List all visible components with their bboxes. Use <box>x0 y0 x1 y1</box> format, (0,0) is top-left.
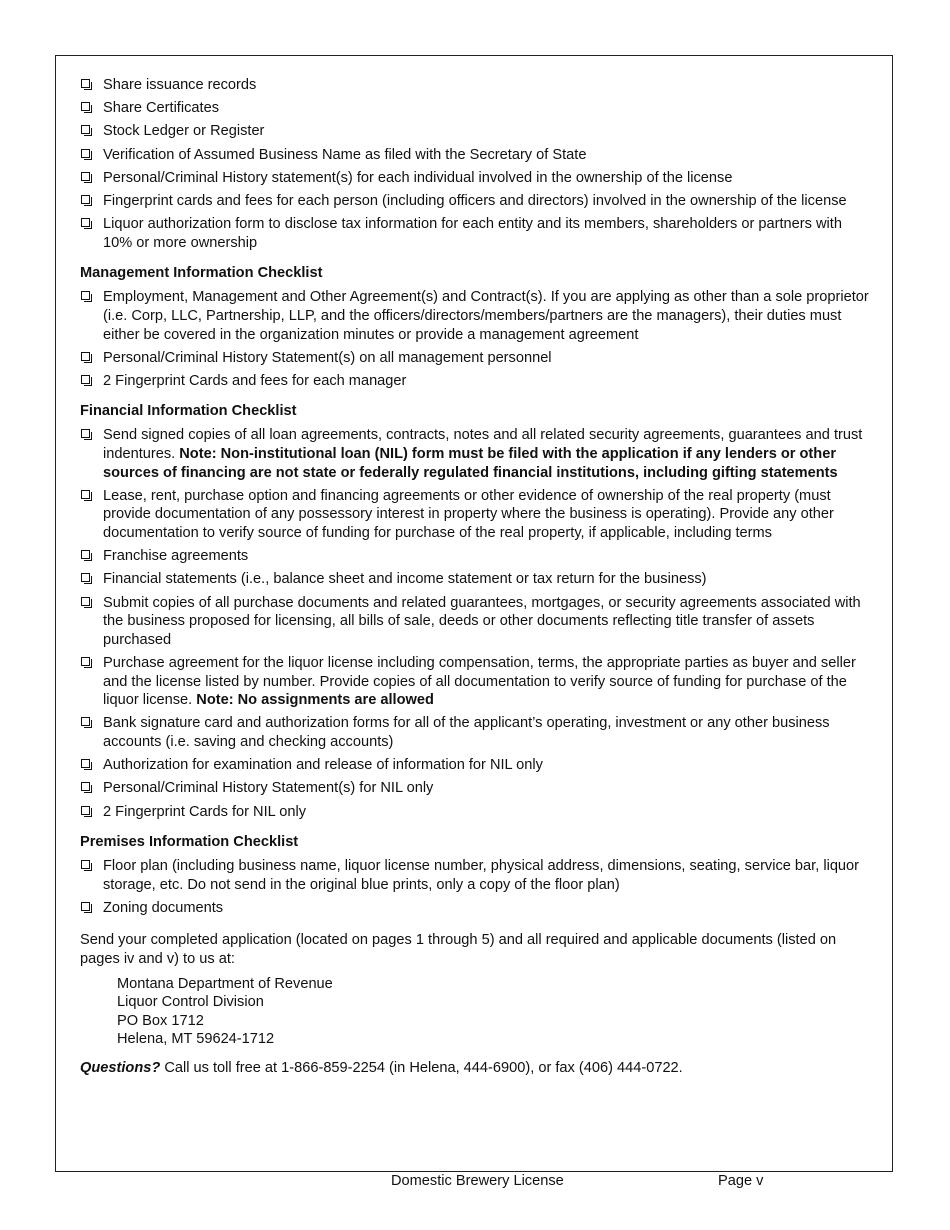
checkbox-icon[interactable] <box>81 352 90 361</box>
send-instructions: Send your completed application (located on pages 1 through 5) and all required and applicable documents (listed on pages iv and v) to us at: <box>80 932 837 968</box>
list-item: Financial statements (i.e., balance sheet and income statement or tax return for the business) <box>80 570 872 589</box>
checkbox-icon[interactable] <box>81 429 90 438</box>
address-line: PO Box 1712 <box>117 1012 204 1029</box>
list-item: Franchise agreements <box>80 547 872 566</box>
checkbox-icon[interactable] <box>81 102 90 111</box>
list-item: Liquor authorization form to disclose tax information for each entity and its members, shareholders or partners with 10% or more ownership <box>80 215 872 252</box>
ownership-checklist <box>80 76 872 252</box>
premises-checklist <box>80 857 872 917</box>
checkbox-icon[interactable] <box>81 172 90 181</box>
checkbox-icon[interactable] <box>81 218 90 227</box>
management-checklist <box>80 288 872 390</box>
list-item: Verification of Assumed Business Name as filed with the Secretary of State <box>80 146 872 165</box>
list-item: Stock Ledger or Register <box>80 122 872 141</box>
list-item: Employment, Management and Other Agreement(s) and Contract(s). If you are applying as other than a sole proprietor (i.e. Corp, LLC, Partnership, LLP, and the officers/directors/members/partners are the managers), their duties must either be covered in the organization minutes or provide a management agreement <box>80 288 872 344</box>
nil-note: Note: Non-institutional loan (NIL) form must be filed with the application if any lenders or other sources of financing are not state or federally regulated financial institutions, including gifting statements <box>103 446 838 481</box>
checkbox-icon[interactable] <box>81 902 90 911</box>
address-line: Liquor Control Division <box>117 994 264 1011</box>
address-line: Helena, MT 59624-1712 <box>117 1031 275 1048</box>
checkbox-icon[interactable] <box>81 550 90 559</box>
checkbox-icon[interactable] <box>81 195 90 204</box>
checkbox-icon[interactable] <box>81 125 90 134</box>
checkbox-icon[interactable] <box>81 657 90 666</box>
list-item: Share issuance records <box>80 76 872 95</box>
questions-label: Questions? <box>80 1060 161 1077</box>
checkbox-icon[interactable] <box>81 782 90 791</box>
list-item: Personal/Criminal History statement(s) for each individual involved in the ownership of the license <box>80 169 872 188</box>
list-item: Submit copies of all purchase documents and related guarantees, mortgages, or security agreements associated with the business proposed for licensing, all bills of sale, deeds or other documents reflecting title transfer of assets purchased <box>80 594 872 650</box>
list-item: Send signed copies of all loan agreements, contracts, notes and all related security agreements, guarantees and trust indentures. Note: Non-institutional loan (NIL) form must be filed with the application if any lenders or other sources of financing are not state or federally regulated financial institutions, including gifting statements <box>80 426 872 482</box>
assignment-note: Note: No assignments are allowed <box>196 692 434 709</box>
list-item: 2 Fingerprint Cards for NIL only <box>80 803 872 822</box>
checkbox-icon[interactable] <box>81 79 90 88</box>
checkbox-icon[interactable] <box>81 573 90 582</box>
questions-contact <box>80 1059 872 1078</box>
checkbox-icon[interactable] <box>81 149 90 158</box>
footer-page-number: Page v <box>718 1173 764 1189</box>
premises-heading: Premises Information Checklist <box>80 834 299 851</box>
list-item: Authorization for examination and release of information for NIL only <box>80 756 872 775</box>
list-item: Bank signature card and authorization forms for all of the applicant’s operating, investment or any other business accounts (i.e. saving and checking accounts) <box>80 714 872 751</box>
mailing-address <box>117 975 872 1049</box>
financial-checklist <box>80 426 872 821</box>
checkbox-icon[interactable] <box>81 759 90 768</box>
list-item: 2 Fingerprint Cards and fees for each manager <box>80 372 872 391</box>
list-item: Personal/Criminal History Statement(s) for NIL only <box>80 779 872 798</box>
checkbox-icon[interactable] <box>81 597 90 606</box>
list-item: Zoning documents <box>80 899 872 918</box>
list-item: Fingerprint cards and fees for each person (including officers and directors) involved in the ownership of the license <box>80 192 872 211</box>
list-item: Personal/Criminal History Statement(s) on all management personnel <box>80 349 872 368</box>
checkbox-icon[interactable] <box>81 375 90 384</box>
checkbox-icon[interactable] <box>81 291 90 300</box>
checklist-content <box>80 76 872 1078</box>
checkbox-icon[interactable] <box>81 717 90 726</box>
list-item: Floor plan (including business name, liquor license number, physical address, dimensions, seating, service bar, liquor storage, etc. Do not send in the original blue prints, only a copy of the floor plan) <box>80 857 872 894</box>
management-heading: Management Information Checklist <box>80 265 323 282</box>
address-line: Montana Department of Revenue <box>117 975 333 992</box>
checkbox-icon[interactable] <box>81 490 90 499</box>
list-item: Purchase agreement for the liquor license including compensation, terms, the appropriate parties as buyer and seller and the license listed by number. Provide copies of all documentation to verify source of funding for purchase of the liquor license. Note: No assignments are allowed <box>80 654 872 710</box>
checkbox-icon[interactable] <box>81 806 90 815</box>
checkbox-icon[interactable] <box>81 860 90 869</box>
list-item: Share Certificates <box>80 99 872 118</box>
list-item: Lease, rent, purchase option and financing agreements or other evidence of ownership of the real property (must provide documentation of any possessory interest in property where the business is operating). Provide any other documentation to verify source of funding for purchase of the real property, if applicable, including terms <box>80 487 872 543</box>
contact-text: Call us toll free at 1-866-859-2254 (in Helena, 444-6900), or fax (406) 444-0722. <box>160 1060 683 1077</box>
footer-title: Domestic Brewery License <box>391 1173 564 1189</box>
financial-heading: Financial Information Checklist <box>80 403 297 420</box>
